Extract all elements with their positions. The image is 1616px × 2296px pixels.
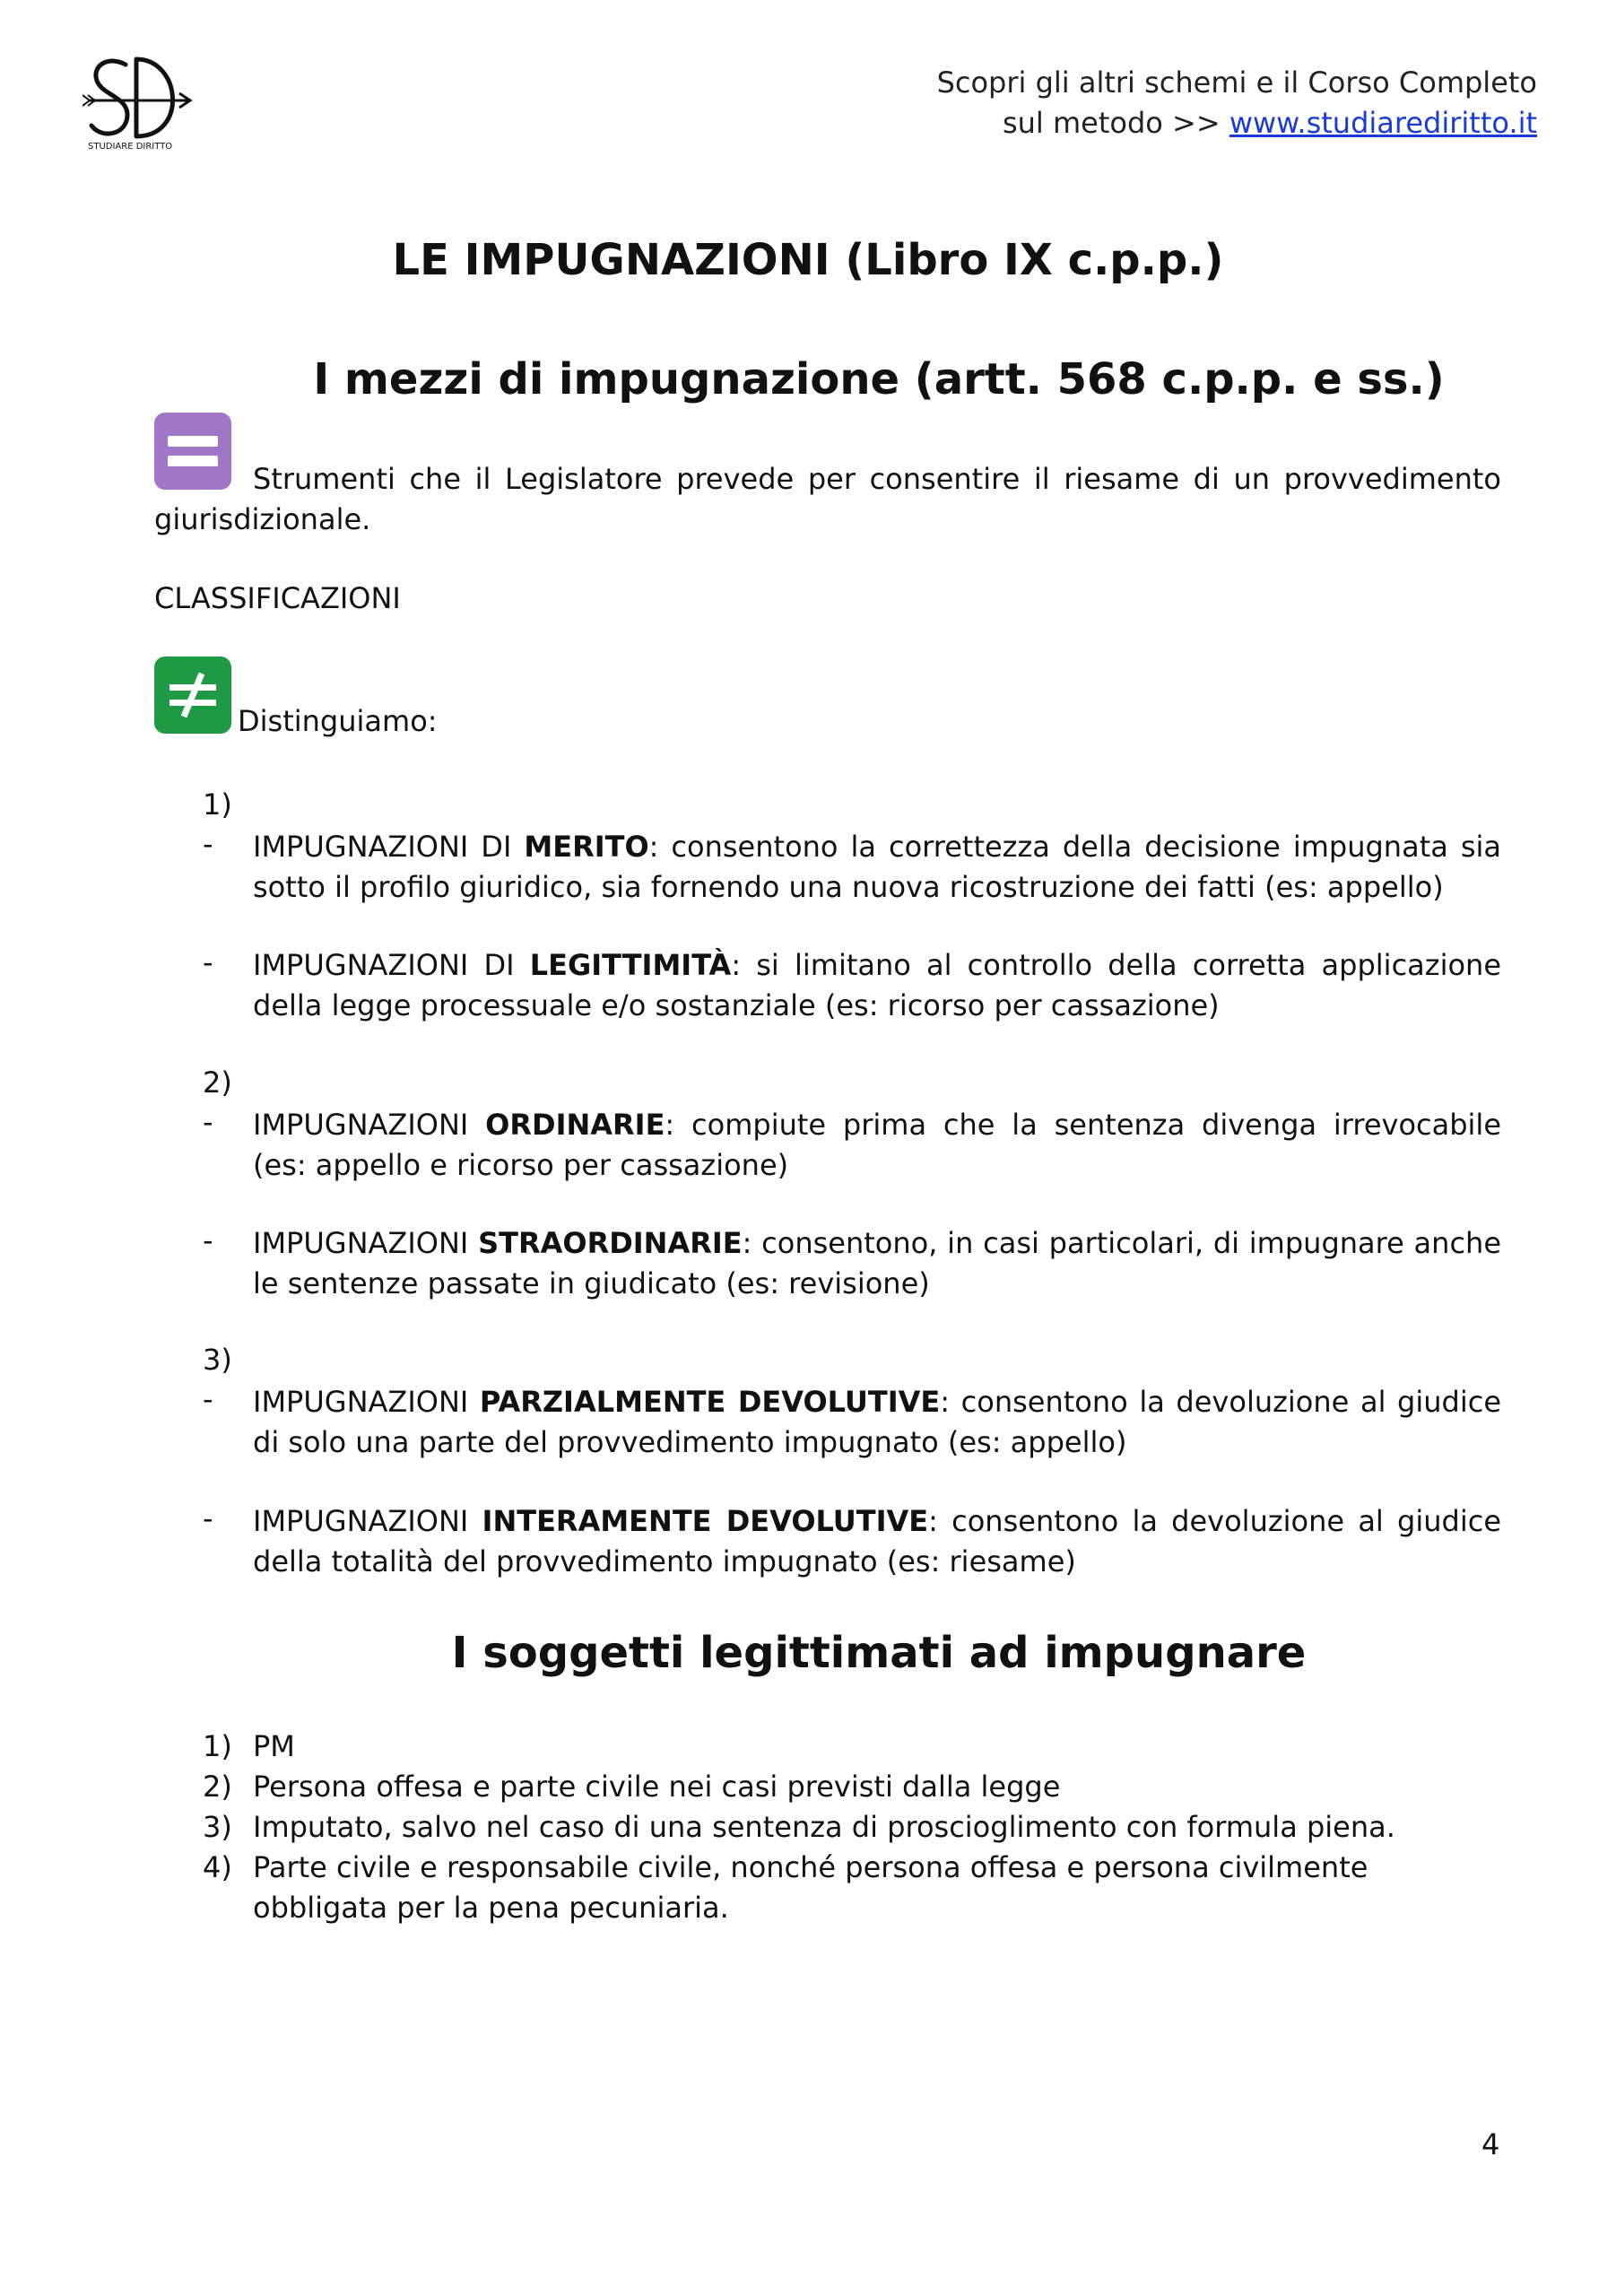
list-item: 2) Persona offesa e parte civile nei casi previsti dalla legge	[203, 1770, 1061, 1804]
list-dash: -	[203, 1223, 213, 1257]
section-title-mezzi: I mezzi di impugnazione (artt. 568 c.p.p. e ss.)	[313, 354, 1445, 404]
header-line-2	[937, 103, 1537, 144]
list-dash: -	[203, 1501, 213, 1535]
classification-item: IMPUGNAZIONI PARZIALMENTE DEVOLUTIVE: consentono la devoluzione al giudice di solo una parte del provvedimento impugnato (es: appello)	[253, 1385, 1502, 1459]
page-number: 4	[1481, 2127, 1500, 2161]
distinguish-label: Distinguiamo:	[238, 704, 438, 738]
logo-caption: STUDIARE DIRITTO	[88, 142, 173, 152]
not-equal-icon	[154, 657, 231, 734]
section-title-soggetti: I soggetti legittimati ad impugnare	[451, 1628, 1307, 1678]
list-dash: -	[203, 827, 213, 861]
header-promo	[937, 63, 1537, 144]
list-dash: -	[203, 1105, 213, 1139]
header-line-1: Scopri gli altri schemi e il Corso Completo	[936, 65, 1537, 100]
header-line-2-prefix: sul metodo >>	[1002, 106, 1229, 140]
list-item: 1) PM	[203, 1729, 295, 1763]
list-dash: -	[203, 1382, 213, 1416]
subjects-list	[203, 1726, 1503, 1928]
classification-item: IMPUGNAZIONI DI LEGITTIMITÀ: si limitano al controllo della corretta applicazione della legge processuale e/o sostanziale (es: ricorso per cassazione)	[253, 948, 1502, 1022]
list-dash: -	[203, 945, 213, 979]
classifications-label: CLASSIFICAZIONI	[154, 581, 401, 615]
classification-item: IMPUGNAZIONI DI MERITO: consentono la correttezza della decisione impugnata sia sotto il profilo giuridico, sia fornendo una nuova ricostruzione dei fatti (es: appello)	[253, 830, 1502, 904]
classification-item: IMPUGNAZIONI INTERAMENTE DEVOLUTIVE: consentono la devoluzione al giudice della totalità del provvedimento impugnato (es: riesame)	[253, 1504, 1502, 1578]
website-link[interactable]: www.studiarediritto.it	[1229, 106, 1537, 140]
definition-text: Strumenti che il Legislatore prevede per consentire il riesame di un provvedimento giurisdizionale.	[154, 462, 1501, 536]
list-item: 4) Parte civile e responsabile civile, nonché persona offesa e persona civilmente obbligata per la pena pecuniaria.	[203, 1850, 1368, 1925]
group-number: 2)	[203, 1065, 232, 1100]
page-title: LE IMPUGNAZIONI (Libro IX c.p.p.)	[392, 235, 1224, 285]
list-item: 3) Imputato, salvo nel caso di una sentenza di proscioglimento con formula piena.	[203, 1810, 1395, 1844]
classification-item: IMPUGNAZIONI STRAORDINARIE: consentono, in casi particolari, di impugnare anche le sentenze passate in giudicato (es: revisione)	[253, 1226, 1502, 1300]
classification-item: IMPUGNAZIONI ORDINARIE: compiute prima che la sentenza divenga irrevocabile (es: appello e ricorso per cassazione)	[253, 1108, 1502, 1182]
group-number: 3)	[203, 1343, 232, 1377]
group-number: 1)	[203, 787, 232, 822]
